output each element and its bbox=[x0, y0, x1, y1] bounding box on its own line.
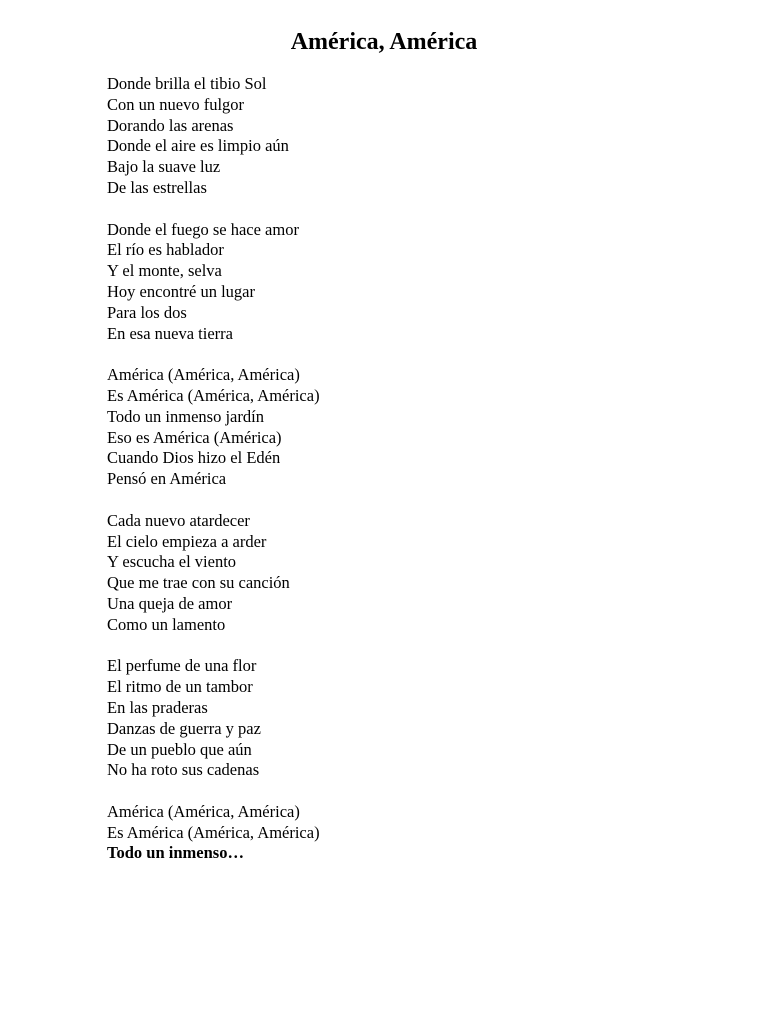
lyric-line: Eso es América (América) bbox=[107, 427, 282, 447]
stanza-6-chorus bbox=[107, 802, 707, 864]
lyric-line: Pensó en América bbox=[107, 469, 227, 489]
lyric-line: El perfume de una flor bbox=[107, 656, 257, 676]
song-title: América, América bbox=[290, 29, 478, 55]
lyric-line: Para los dos bbox=[107, 302, 187, 322]
lyric-line: América (América, América) bbox=[107, 801, 300, 821]
lyric-line: El ritmo de un tambor bbox=[107, 677, 253, 697]
lyric-line: Y el monte, selva bbox=[107, 261, 222, 281]
lyric-line: Y escucha el viento bbox=[107, 552, 237, 572]
lyric-line: Bajo la suave luz bbox=[107, 157, 221, 177]
lyric-line: Cada nuevo atardecer bbox=[107, 510, 250, 530]
lyric-line: Hoy encontré un lugar bbox=[107, 281, 255, 301]
stanza-1 bbox=[107, 74, 707, 199]
lyric-line: Como un lamento bbox=[107, 614, 226, 634]
lyric-line: Donde el aire es limpio aún bbox=[107, 136, 289, 156]
lyric-line: Danzas de guerra y paz bbox=[107, 718, 261, 738]
stanza-5 bbox=[107, 656, 707, 781]
lyric-line: De un pueblo que aún bbox=[107, 739, 252, 759]
lyric-line: Donde el fuego se hace amor bbox=[107, 219, 299, 239]
stanza-3-chorus bbox=[107, 365, 707, 490]
lyric-line: En esa nueva tierra bbox=[107, 323, 233, 343]
stanza-4 bbox=[107, 511, 707, 636]
lyric-line: No ha roto sus cadenas bbox=[107, 760, 260, 780]
lyric-line: De las estrellas bbox=[107, 177, 207, 197]
lyric-line: Con un nuevo fulgor bbox=[107, 94, 245, 114]
lyric-line: El río es hablador bbox=[107, 240, 224, 260]
lyric-line: Todo un inmenso jardín bbox=[107, 406, 264, 426]
lyric-line: Cuando Dios hizo el Edén bbox=[107, 448, 281, 468]
lyric-line: Es América (América, América) bbox=[107, 822, 320, 842]
lyric-line: Una queja de amor bbox=[107, 593, 233, 613]
lyrics-body bbox=[107, 74, 707, 885]
lyric-line-truncated: Todo un inmenso… bbox=[107, 843, 244, 863]
lyric-line: América (América, América) bbox=[107, 365, 300, 385]
lyric-line: Que me trae con su canción bbox=[107, 573, 290, 593]
lyric-line: Es América (América, América) bbox=[107, 385, 320, 405]
lyric-line: Dorando las arenas bbox=[107, 115, 234, 135]
lyric-line: El cielo empieza a arder bbox=[107, 531, 267, 551]
lyric-line: Donde brilla el tibio Sol bbox=[107, 74, 267, 93]
stanza-2 bbox=[107, 220, 707, 345]
lyric-line: En las praderas bbox=[107, 697, 208, 717]
